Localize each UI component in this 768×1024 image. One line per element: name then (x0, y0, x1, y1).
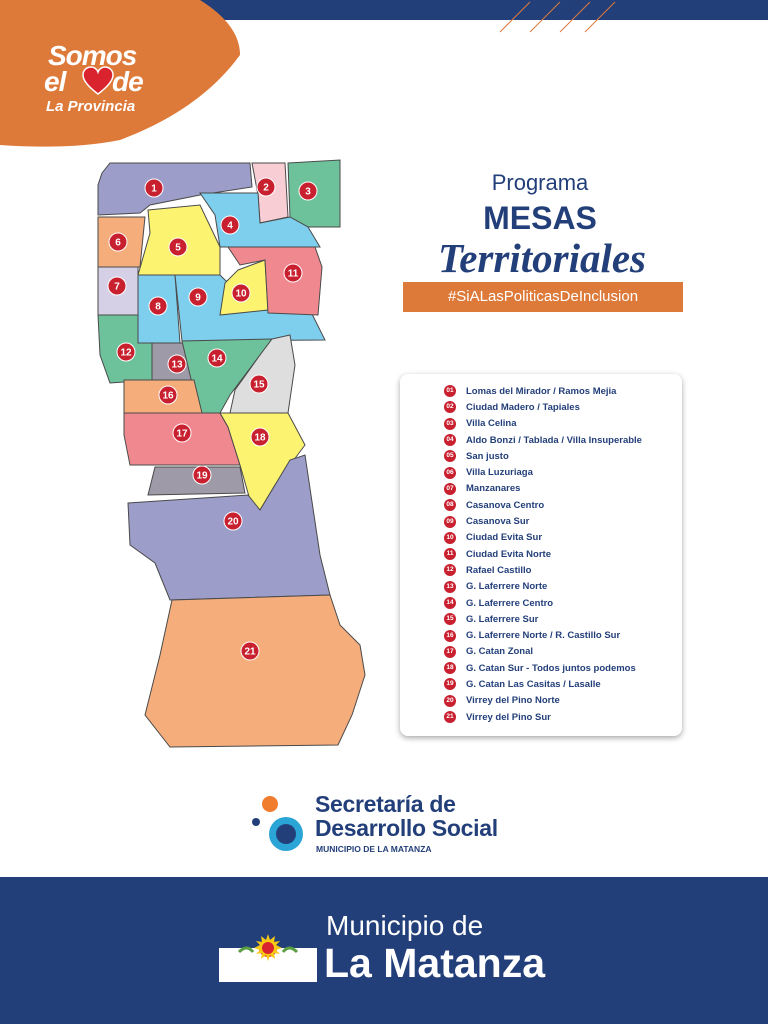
legend-item (444, 481, 642, 497)
legend-number-badge: 19 (444, 678, 456, 690)
la-matanza-map (90, 155, 370, 755)
map-region-15-marker (250, 375, 268, 393)
legend-number-badge: 04 (444, 434, 456, 446)
legend-label: G. Catan Las Casitas / Lasalle (466, 678, 601, 690)
legend-label: Casanova Sur (466, 516, 530, 528)
legend-number-badge: 03 (444, 418, 456, 430)
legend-number-badge: 20 (444, 695, 456, 707)
legend-number-badge: 06 (444, 467, 456, 479)
map-region-21-marker (241, 642, 259, 660)
legend-number-badge: 05 (444, 450, 456, 462)
legend-label: G. Laferrere Norte / R. Castillo Sur (466, 630, 621, 642)
municipio-label: Municipio de (326, 910, 484, 941)
legend-label: Casanova Centro (466, 499, 545, 511)
map-region-20-number: 20 (227, 516, 239, 528)
top-decoration-lines (490, 0, 620, 40)
map-region-4-marker (221, 216, 239, 234)
slogan-line1: Somos (48, 40, 137, 71)
map-region-16-number: 16 (162, 390, 174, 402)
map-region-3-number: 3 (305, 186, 311, 198)
legend-label: San justo (466, 450, 509, 462)
legend-label: Lomas del Mirador / Ramos Mejia (466, 385, 617, 397)
legend-number-badge: 10 (444, 532, 456, 544)
map-region-17-number: 17 (176, 428, 188, 440)
map-legend (400, 374, 682, 736)
legend-item (444, 513, 642, 529)
map-region-18-number: 18 (254, 432, 266, 444)
secretaria-title-line2: Desarrollo Social (315, 815, 498, 841)
map-region-7-marker (108, 277, 126, 295)
legend-item (444, 627, 642, 643)
map-region-2-marker (257, 178, 275, 196)
legend-item (444, 497, 642, 513)
legend-number-badge: 02 (444, 401, 456, 413)
map-region-12-number: 12 (120, 347, 132, 359)
map-region-1-number: 1 (151, 183, 157, 195)
map-region-2-number: 2 (263, 182, 269, 194)
map-region-14-number: 14 (211, 353, 223, 365)
map-region-16-marker (159, 386, 177, 404)
map-region-19-number: 19 (196, 470, 208, 482)
legend-label: G. Catan Sur - Todos juntos podemos (466, 662, 636, 674)
legend-item (444, 530, 642, 546)
legend-item (444, 709, 642, 725)
map-region-3-marker (299, 182, 317, 200)
secretaria-subtitle: MUNICIPIO DE LA MATANZA (316, 844, 432, 854)
legend-number-badge: 12 (444, 564, 456, 576)
legend-item (444, 676, 642, 692)
map-region-21-number: 21 (244, 646, 256, 658)
legend-label: G. Laferrere Sur (466, 613, 539, 625)
secretaria-title-line1: Secretaría de (315, 791, 456, 817)
map-region-17-marker (173, 424, 191, 442)
map-region-6-marker (109, 233, 127, 251)
legend-item (444, 448, 642, 464)
legend-label: Villa Luzuriaga (466, 467, 533, 479)
legend-label: Virrey del Pino Sur (466, 711, 551, 723)
legend-number-badge: 13 (444, 581, 456, 593)
map-region-1-marker (145, 179, 163, 197)
map-region-7-number: 7 (114, 281, 120, 293)
legend-number-badge: 14 (444, 597, 456, 609)
map-region-21 (145, 595, 365, 747)
legend-label: G. Laferrere Norte (466, 581, 548, 593)
map-region-5-marker (169, 238, 187, 256)
legend-label: Ciudad Madero / Tapiales (466, 401, 580, 413)
legend-item (444, 416, 642, 432)
map-region-13-number: 13 (171, 359, 183, 371)
program-title-territoriales: Territoriales (437, 235, 647, 281)
legend-list (444, 383, 642, 725)
legend-label: Villa Celina (466, 418, 517, 430)
slogan-line2b: de (112, 66, 143, 97)
legend-number-badge: 17 (444, 646, 456, 658)
program-label: Programa (491, 170, 589, 195)
la-matanza-flag-icon (219, 914, 317, 982)
hashtag-banner: #SiALasPoliticasDeInclusion (403, 282, 683, 312)
map-region-9-marker (189, 288, 207, 306)
slogan-line3: La Provincia (46, 98, 136, 115)
legend-item (444, 660, 642, 676)
map-region-5-number: 5 (175, 242, 181, 254)
legend-label: Ciudad Evita Sur (466, 532, 543, 544)
map-region-8-marker (149, 297, 167, 315)
legend-number-badge: 21 (444, 711, 456, 723)
legend-number-badge: 07 (444, 483, 456, 495)
heart-icon (82, 66, 114, 96)
map-region-19-marker (193, 466, 211, 484)
legend-item (444, 595, 642, 611)
legend-item (444, 399, 642, 415)
legend-label: Virrey del Pino Norte (466, 695, 560, 707)
map-region-20-marker (224, 512, 242, 530)
map-region-10-number: 10 (235, 288, 247, 300)
legend-number-badge: 08 (444, 499, 456, 511)
map-region-11-marker (284, 264, 302, 282)
la-matanza-label: La Matanza (324, 940, 545, 986)
legend-number-badge: 15 (444, 613, 456, 625)
map-region-14-marker (208, 349, 226, 367)
legend-item (444, 383, 642, 399)
legend-item (444, 546, 642, 562)
legend-item (444, 611, 642, 627)
map-region-6-number: 6 (115, 237, 121, 249)
map-region-9-number: 9 (195, 292, 201, 304)
legend-label: Aldo Bonzi / Tablada / Villa Insuperable (466, 434, 642, 446)
legend-number-badge: 09 (444, 516, 456, 528)
map-region-10-marker (232, 284, 250, 302)
program-title-mesas: MESAS (483, 200, 597, 236)
legend-item (444, 432, 642, 448)
legend-label: Rafael Castillo (466, 564, 532, 576)
legend-number-badge: 11 (444, 548, 456, 560)
legend-label: G. Laferrere Centro (466, 597, 554, 609)
map-region-8-number: 8 (155, 301, 161, 313)
map-region-11-number: 11 (287, 268, 299, 280)
legend-item (444, 644, 642, 660)
legend-number-badge: 16 (444, 630, 456, 642)
map-region-4-number: 4 (227, 220, 233, 232)
map-region-12-marker (117, 343, 135, 361)
map-region-13-marker (168, 355, 186, 373)
legend-item (444, 562, 642, 578)
legend-item (444, 464, 642, 480)
legend-item (444, 579, 642, 595)
legend-number-badge: 18 (444, 662, 456, 674)
legend-number-badge: 01 (444, 385, 456, 397)
map-region-18-marker (251, 428, 269, 446)
legend-label: Ciudad Evita Norte (466, 548, 551, 560)
secretaria-logo-icon (248, 792, 308, 854)
legend-label: Manzanares (466, 483, 521, 495)
map-region-15-number: 15 (253, 379, 265, 391)
legend-label: G. Catan Zonal (466, 646, 534, 658)
legend-item (444, 693, 642, 709)
slogan-line2a: el (44, 66, 66, 97)
